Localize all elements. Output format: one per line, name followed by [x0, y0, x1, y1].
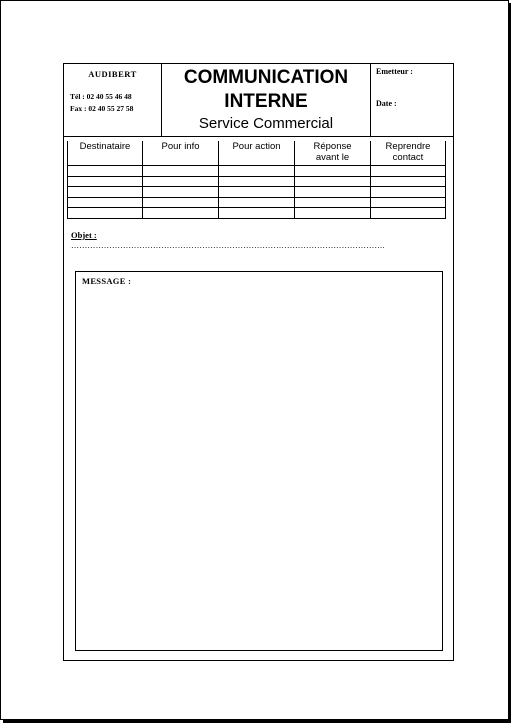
column-header-reponse: Réponse avant le: [313, 141, 352, 163]
distribution-table: [67, 141, 446, 219]
column-header-reprendre: Reprendre contact: [385, 141, 431, 163]
table-row: [67, 218, 446, 219]
table-row: [67, 176, 446, 177]
table-row: [67, 186, 446, 187]
phone-number: Tél : 02 40 55 46 48: [70, 92, 132, 101]
title-line-1: COMMUNICATION: [183, 67, 349, 88]
column-header-pour-info: Pour info: [161, 141, 200, 152]
table-row: [67, 165, 446, 166]
subtitle: Service Commercial: [198, 115, 334, 132]
emetteur-label: Emetteur :: [376, 67, 413, 76]
form-header: [64, 64, 453, 137]
title-block: [162, 64, 371, 136]
title-line-2: INTERNE: [224, 91, 308, 112]
column-header-pour-action: Pour action: [232, 141, 281, 152]
objet-field[interactable]: …………………………………………………………………………………………………….: [71, 241, 385, 250]
objet-label: Objet :: [71, 230, 97, 240]
company-name: AUDIBERT: [88, 69, 137, 79]
company-block: [64, 64, 162, 136]
table-row: [67, 197, 446, 198]
column-header-destinataire: Destinataire: [79, 141, 131, 152]
message-label: MESSAGE :: [82, 276, 132, 286]
form-frame: [63, 63, 454, 661]
sender-block: [371, 64, 453, 136]
date-label: Date :: [376, 99, 397, 108]
fax-number: Fax : 02 40 55 27 58: [70, 104, 134, 113]
message-box[interactable]: [75, 271, 443, 651]
table-row: [67, 207, 446, 208]
